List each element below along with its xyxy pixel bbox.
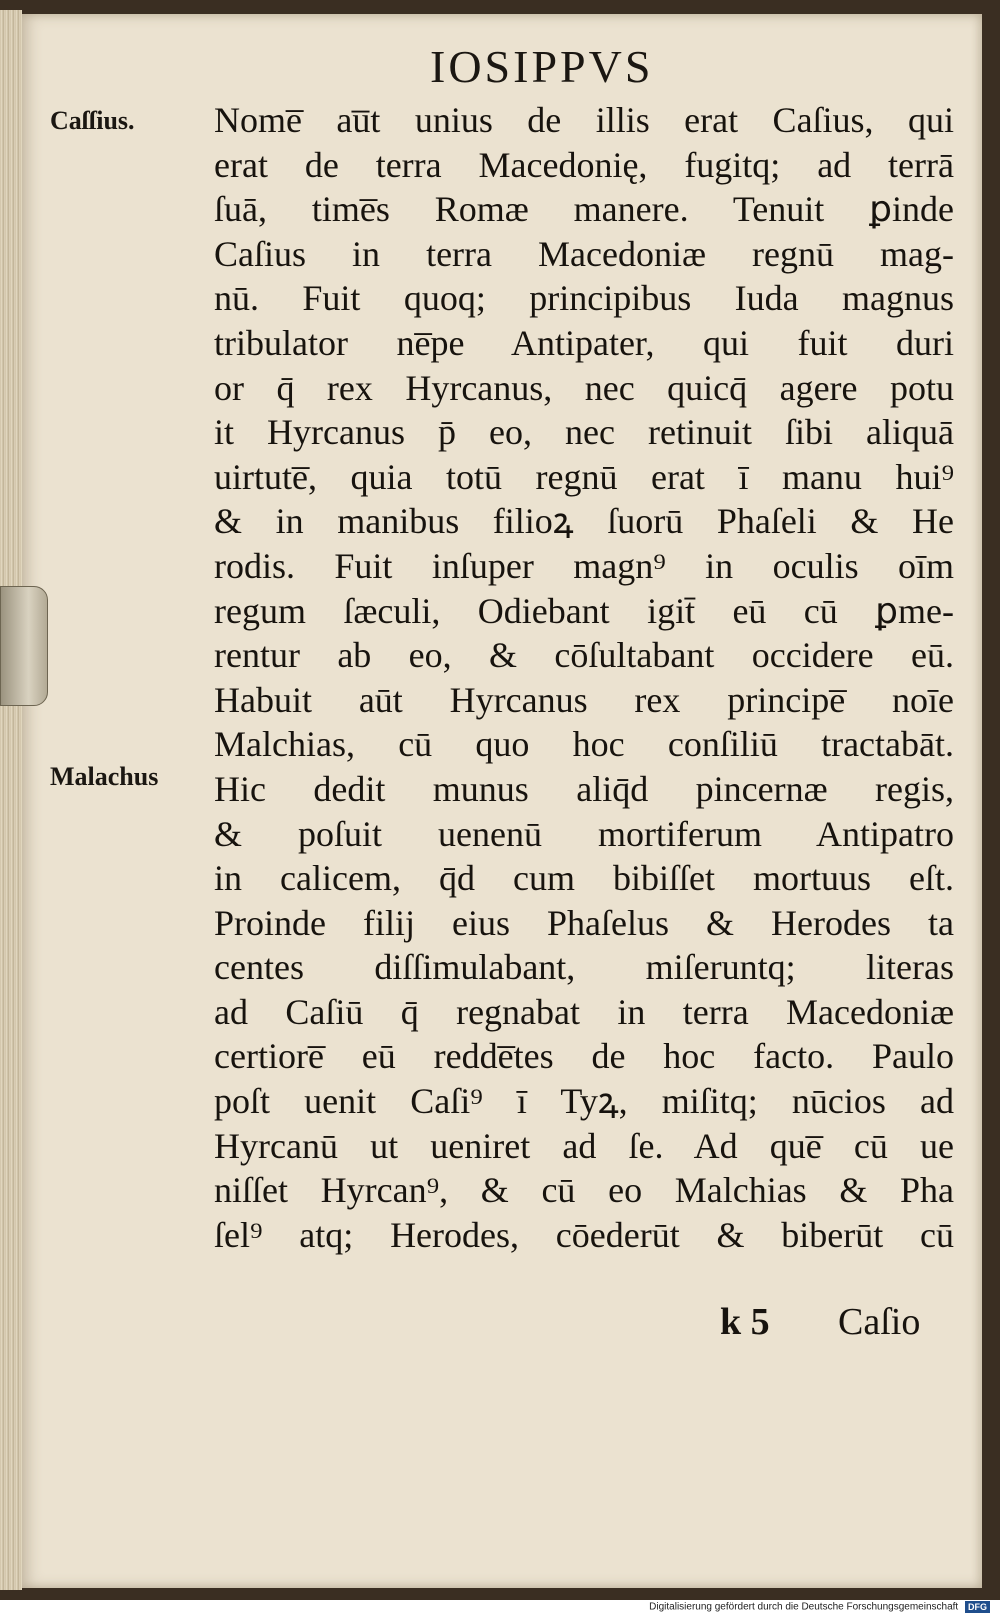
text-line: uirtute̅, quia totū regnū erat ī manu hui⁹ [214, 456, 954, 497]
credit-text: Digitalisierung gefördert durch die Deutsche Forschungsgemeinschaft [649, 1601, 959, 1613]
catchword: Caſio [838, 1301, 921, 1343]
dfg-logo: DFG [965, 1601, 990, 1613]
text-line: Proinde filij eius Phaſelus & Herodes ta [214, 902, 954, 943]
page-clip [0, 586, 48, 706]
text-line: rentur ab eo, & cōſultabant occidere eū. [214, 635, 954, 676]
text-line: Hic dedit munus aliq̄d pincernæ regis, [214, 768, 954, 809]
marginal-note-malachus: Malachus [50, 762, 159, 791]
text-line: or q̄ rex Hyrcanus, nec quicq̄ agere potu [214, 367, 954, 408]
text-line: Nome̅ au̅t unius de illis erat Caſius, qui [214, 100, 954, 140]
text-line: Habuit aūt Hyrcanus rex principe̅ noīe [214, 679, 954, 720]
body-text [214, 98, 954, 1257]
text-line: ad Caſiū q̄ regnabat in terra Macedoniæ [214, 991, 954, 1032]
text-line: certiore̅ eū redde̅tes de hoc facto. Paulo [214, 1036, 954, 1077]
marginal-note-cassius: Caſſius. [50, 106, 135, 135]
text-line: niſſet Hyrcan⁹, & cū eo Malchias & Pha [214, 1170, 954, 1211]
running-head: IOSIPPVS [430, 41, 654, 92]
text-line: erat de terra Macedonię, fugitq; ad terrā [214, 144, 954, 185]
text-line: Hyrcanū ut ueniret ad ſe. Ad que̅ cū ue [214, 1125, 954, 1166]
text-line: nū. Fuit quoq; principibus Iuda magnus [214, 278, 954, 319]
text-line: rodis. Fuit inſuper magn⁹ in oculis oīm [214, 545, 954, 586]
book-edge [0, 10, 22, 1590]
text-line: it Hyrcanus p̄ eo, nec retinuit ſibi aliquā [214, 412, 954, 453]
text-line: centes diſſimulabant, miſeruntq; literas [214, 947, 954, 988]
text-line: ſuā, time̅s Romæ manere. Tenuit ꝑinde [214, 189, 954, 230]
text-line: ſel⁹ atq; Herodes, cōederūt & biberūt cū [214, 1214, 954, 1255]
text-line: Malchias, cū quo hoc conſiliū tractabāt. [214, 724, 954, 765]
text-line: Caſius in terra Macedoniæ regnū mag- [214, 233, 954, 274]
text-line: & in manibus filioꝝ ſuorū Phaſeli & He [214, 501, 954, 542]
text-line: poſt uenit Caſi⁹ ī Tyꝝ, miſitq; nūcios ad [214, 1081, 954, 1122]
text-line: regum ſæculi, Odiebant igit̄ eū cū ꝑme- [214, 590, 954, 631]
text-line: in calicem, q̄d cum bibiſſet mortuus eſt. [214, 858, 954, 899]
text-line: tribulator ne̅pe Antipater, qui fuit duri [214, 322, 954, 363]
digitization-credit [0, 1601, 990, 1613]
signature-mark: k 5 [720, 1301, 770, 1343]
text-line: & poſuit uenenū mortiferum Antipatro [214, 813, 954, 854]
